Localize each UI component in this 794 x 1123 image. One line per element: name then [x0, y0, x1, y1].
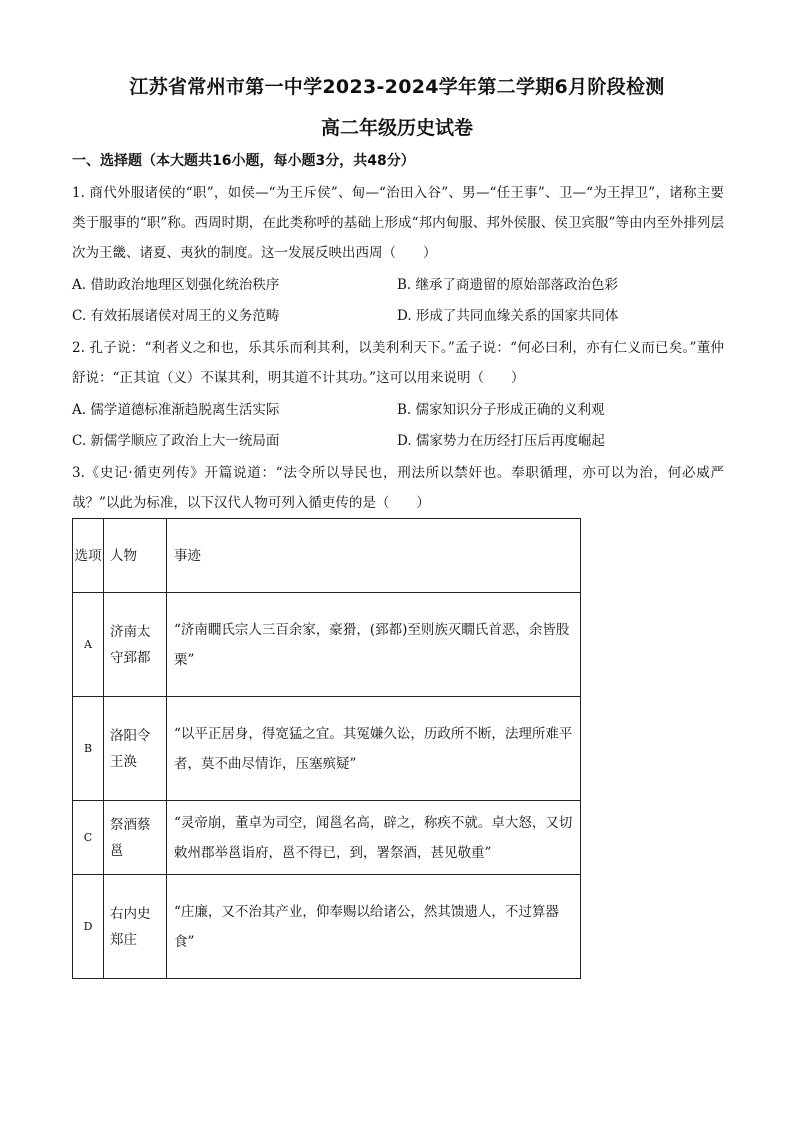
question-1-option-c: C. 有效拓展诸侯对周王的义务范畴 — [72, 308, 280, 324]
table-row — [73, 697, 581, 801]
section-heading: 一、选择题（本大题共16小题，每小题3分，共48分） — [72, 153, 415, 169]
question-2-stem: 2. 孔子说：“利者义之和也，乐其乐而利其利，以美利利天下。”孟子说：“何必曰利，亦有仁义而已矣。”董仲舒说：“正其谊（义）不谋其利，明其道不计其功。”这可以用来说明（ ） — [72, 340, 724, 386]
table-row — [73, 801, 581, 875]
header-person: 人物 — [104, 519, 167, 593]
row-deed: “庄廉，又不治其产业，仰奉赐以给诸公，然其馈遗人，不过算器食” — [167, 875, 581, 979]
table-header-row — [73, 519, 581, 593]
row-person: 祭酒蔡邕 — [104, 801, 167, 875]
question-3-table — [72, 518, 581, 979]
header-option: 选项 — [73, 519, 104, 593]
question-1-option-d: D. 形成了共同血缘关系的国家共同体 — [397, 308, 619, 324]
row-deed: “以平正居身，得宽猛之宜。其冤嫌久讼，历政所不断，法理所难平者，莫不曲尽情诈，压塞殡疑” — [167, 697, 581, 801]
exam-subtitle: 高二年级历史试卷 — [320, 117, 473, 139]
table-row — [73, 593, 581, 697]
question-1-stem: 1. 商代外服诸侯的“职”，如侯—“为王斥侯”、甸—“治田入谷”、男—“任王事”、卫—“为王捍卫”，诸称主要类于服事的“职”称。西周时期，在此类称呼的基础上形成“邦内甸服、邦外侯服、侯卫宾服”等由内至外排列层次为王畿、诸夏、夷狄的制度。这一发展反映出西周（ ） — [72, 185, 724, 261]
row-deed: “灵帝崩，董卓为司空，闻邕名高，辟之，称疾不就。卓大怒，又切敕州郡举邕诣府，邕不得已，到，署祭酒，甚见敬重” — [167, 801, 581, 875]
row-option: C — [73, 801, 104, 875]
question-2-option-c: C. 新儒学顺应了政治上大一统局面 — [72, 433, 280, 449]
question-2-option-a: A. 儒学道德标准渐趋脱离生活实际 — [72, 402, 280, 418]
exam-title: 江苏省常州市第一中学2023-2024学年第二学期6月阶段检测 — [129, 76, 665, 98]
question-2-option-d: D. 儒家势力在历经打压后再度崛起 — [397, 433, 605, 449]
row-option: B — [73, 697, 104, 801]
question-1-option-a: A. 借助政治地理区划强化统治秩序 — [72, 277, 280, 293]
row-deed: “济南瞯氏宗人三百余家，豪猾，(郅都)至则族灭瞯氏首恶，余皆股栗” — [167, 593, 581, 697]
question-3-stem: 3.《史记·循吏列传》开篇说道：“法令所以导民也，刑法所以禁奸也。奉职循理，亦可以为治，何必威严哉？”以此为标准，以下汉代人物可列入循吏传的是（ ） — [72, 465, 724, 511]
question-1-option-b: B. 继承了商遗留的原始部落政治色彩 — [397, 277, 619, 293]
row-option: D — [73, 875, 104, 979]
row-person: 右内史郑庄 — [104, 875, 167, 979]
row-option: A — [73, 593, 104, 697]
row-person: 济南太守郅都 — [104, 593, 167, 697]
question-2-option-b: B. 儒家知识分子形成正确的义利观 — [397, 402, 605, 418]
table-row — [73, 875, 581, 979]
header-deed: 事迹 — [167, 519, 581, 593]
row-person: 洛阳令王涣 — [104, 697, 167, 801]
